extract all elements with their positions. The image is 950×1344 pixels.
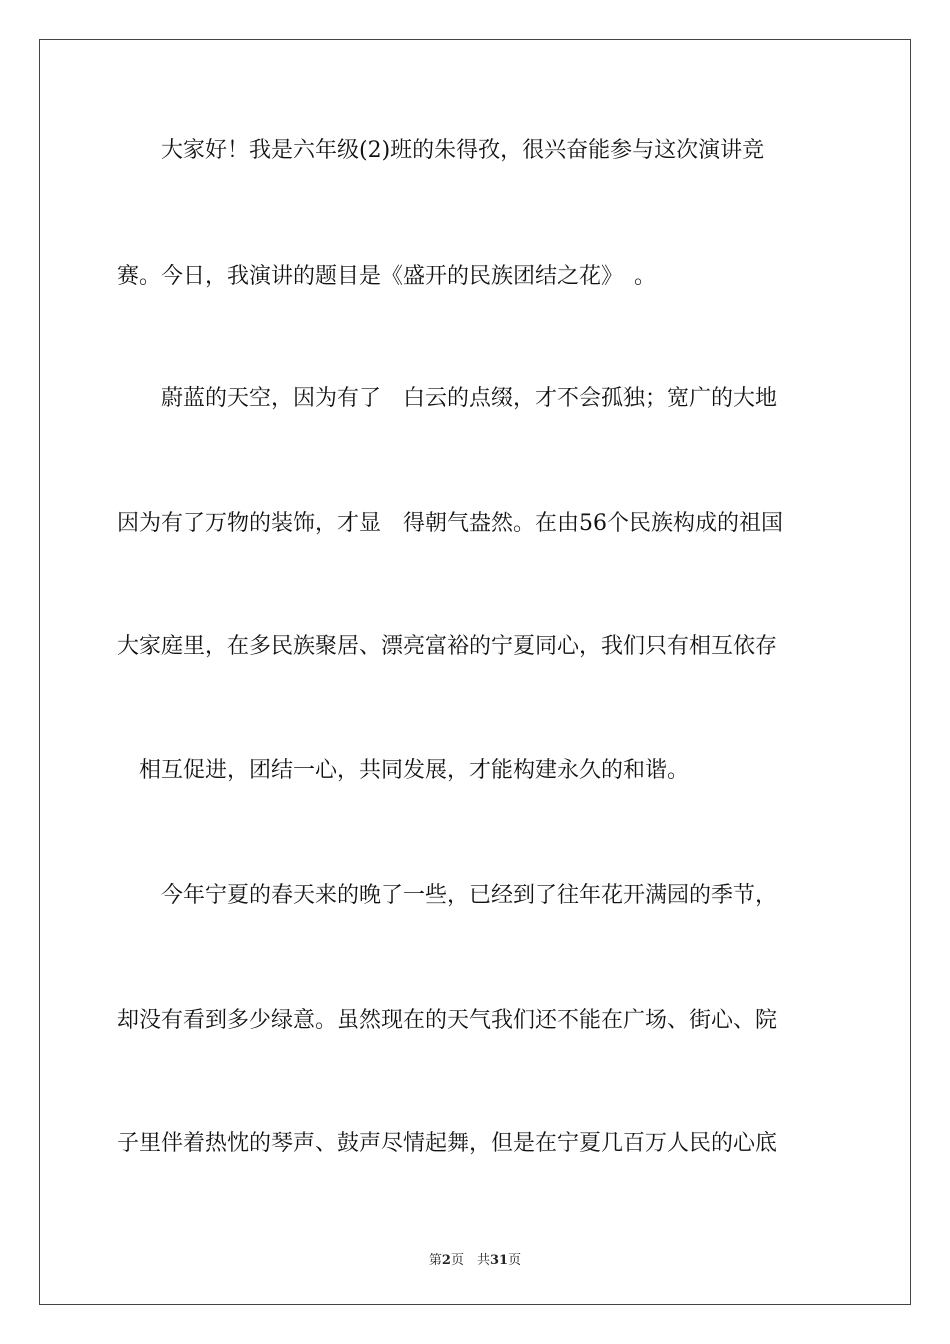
footer-suffix: 页	[508, 1253, 522, 1268]
text-line: 大家庭里，在多民族聚居、漂亮富裕的宁夏同心，我们只有相互依存	[117, 634, 778, 659]
text-line: 子里伴着热忱的琴声、鼓声尽情起舞，但是在宁夏几百万人民的心底	[117, 1131, 778, 1156]
page-border	[39, 39, 911, 1305]
footer-middle: 页 共	[450, 1253, 490, 1268]
text-line: 大家好！我是六年级(2)班的朱得孜，很兴奋能参与这次演讲竞	[117, 138, 765, 163]
text-line: 赛。今日，我演讲的题目是《盛开的民族团结之花》 。	[117, 264, 657, 289]
text-line: 因为有了万物的装饰，才显 得朝气盎然。在由56个民族构成的祖国	[117, 511, 783, 536]
page-number: 2	[441, 1253, 451, 1268]
page-footer	[0, 1249, 950, 1268]
text-line: 今年宁夏的春天来的晚了一些，已经到了往年花开满园的季节，	[117, 883, 778, 908]
footer-prefix: 第	[428, 1253, 442, 1268]
text-line: 相互促进，团结一心，共同发展，才能构建永久的和谐。	[117, 758, 690, 783]
text-line: 却没有看到多少绿意。虽然现在的天气我们还不能在广场、街心、院	[117, 1008, 778, 1033]
total-pages: 31	[489, 1253, 509, 1268]
text-line: 蔚蓝的天空，因为有了 白云的点缀，才不会孤独；宽广的大地	[117, 386, 778, 411]
